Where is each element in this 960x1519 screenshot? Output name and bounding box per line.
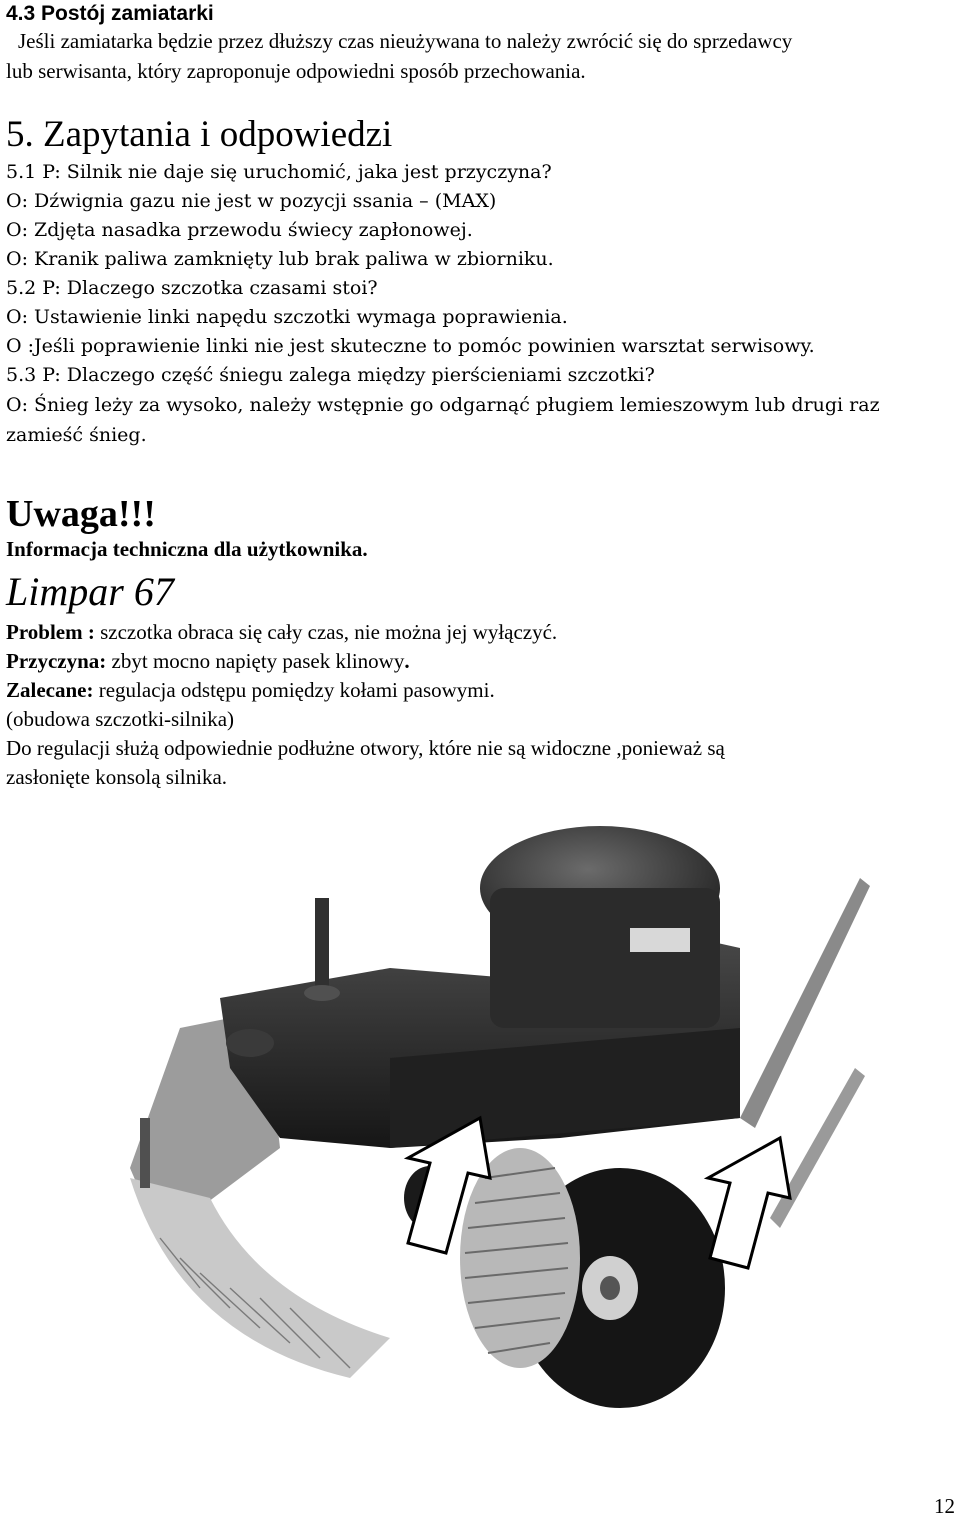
- problem-label: Problem :: [6, 620, 95, 644]
- wheel-tread: [460, 1148, 580, 1368]
- qa-line: O :Jeśli poprawienie linki nie jest skuteczne to pomóc powinien warsztat serwisowy.: [6, 335, 815, 357]
- handle-bar: [770, 1068, 865, 1228]
- paragraph-line: lub serwisanta, który zaproponuje odpowiedni sposób przechowania.: [6, 59, 586, 83]
- cause-line: [6, 647, 410, 676]
- qa-line: 5.3 P: Dlaczego część śniegu zalega między pierścieniami szczotki?: [6, 364, 655, 386]
- engine-label: [630, 928, 690, 952]
- recommendation-note: (obudowa szczotki-silnika): [6, 707, 235, 731]
- engine-block: [490, 888, 720, 1028]
- page-number: 12: [934, 1494, 955, 1518]
- control-knob: [304, 985, 340, 1001]
- problem-line: [6, 618, 557, 647]
- qa-line: O: Śnieg leży za wysoko, należy wstępnie go odgarnąć pługiem lemieszowym lub drugi raz: [6, 394, 880, 416]
- warning-heading: Uwaga!!!: [6, 493, 156, 535]
- description-line: Do regulacji służą odpowiednie podłużne otwory, które nie są widoczne ,ponieważ są: [6, 736, 725, 760]
- wheel-axle: [600, 1276, 620, 1300]
- brush: [130, 1178, 390, 1378]
- qa-line: 5.2 P: Dlaczego szczotka czasami stoi?: [6, 277, 378, 299]
- paragraph-line: Jeśli zamiatarka będzie przez dłuższy czas nieużywana to należy zwrócić się do sprzedawcy: [18, 29, 793, 53]
- description-line: zasłonięte konsolą silnika.: [6, 765, 228, 789]
- recommendation-text: regulacja odstępu pomiędzy kołami pasowymi.: [93, 678, 495, 702]
- model-name: Limpar 67: [6, 569, 174, 614]
- control-rod: [315, 898, 329, 993]
- qa-line: O: Dźwignia gazu nie jest w pozycji ssania – (MAX): [6, 190, 497, 212]
- arrow-icon: [708, 1138, 790, 1268]
- section-heading-4-3: 4.3 Postój zamiatarki: [6, 2, 214, 25]
- recommendation-label: Zalecane:: [6, 678, 94, 702]
- qa-line: zamieść śnieg.: [6, 424, 147, 446]
- section-heading-5: 5. Zapytania i odpowiedzi: [6, 114, 393, 155]
- recommendation-line: [6, 676, 495, 705]
- notice-subtitle: Informacja techniczna dla użytkownika.: [6, 537, 368, 561]
- cause-label: Przyczyna:: [6, 649, 107, 673]
- qa-line: O: Zdjęta nasadka przewodu świecy zapłonowej.: [6, 219, 473, 241]
- control-knob: [226, 1029, 274, 1057]
- control-rod: [140, 1118, 150, 1188]
- qa-line: O: Kranik paliwa zamknięty lub brak paliwa w zbiorniku.: [6, 248, 554, 270]
- problem-text: szczotka obraca się cały czas, nie można jej wyłączyć.: [94, 620, 558, 644]
- sweeper-photo: [90, 818, 870, 1438]
- cause-dot: .: [404, 649, 410, 673]
- cause-text: zbyt mocno napięty pasek klinowy: [106, 649, 405, 673]
- qa-line: 5.1 P: Silnik nie daje się uruchomić, jaka jest przyczyna?: [6, 161, 552, 183]
- qa-line: O: Ustawienie linki napędu szczotki wymaga poprawienia.: [6, 306, 568, 328]
